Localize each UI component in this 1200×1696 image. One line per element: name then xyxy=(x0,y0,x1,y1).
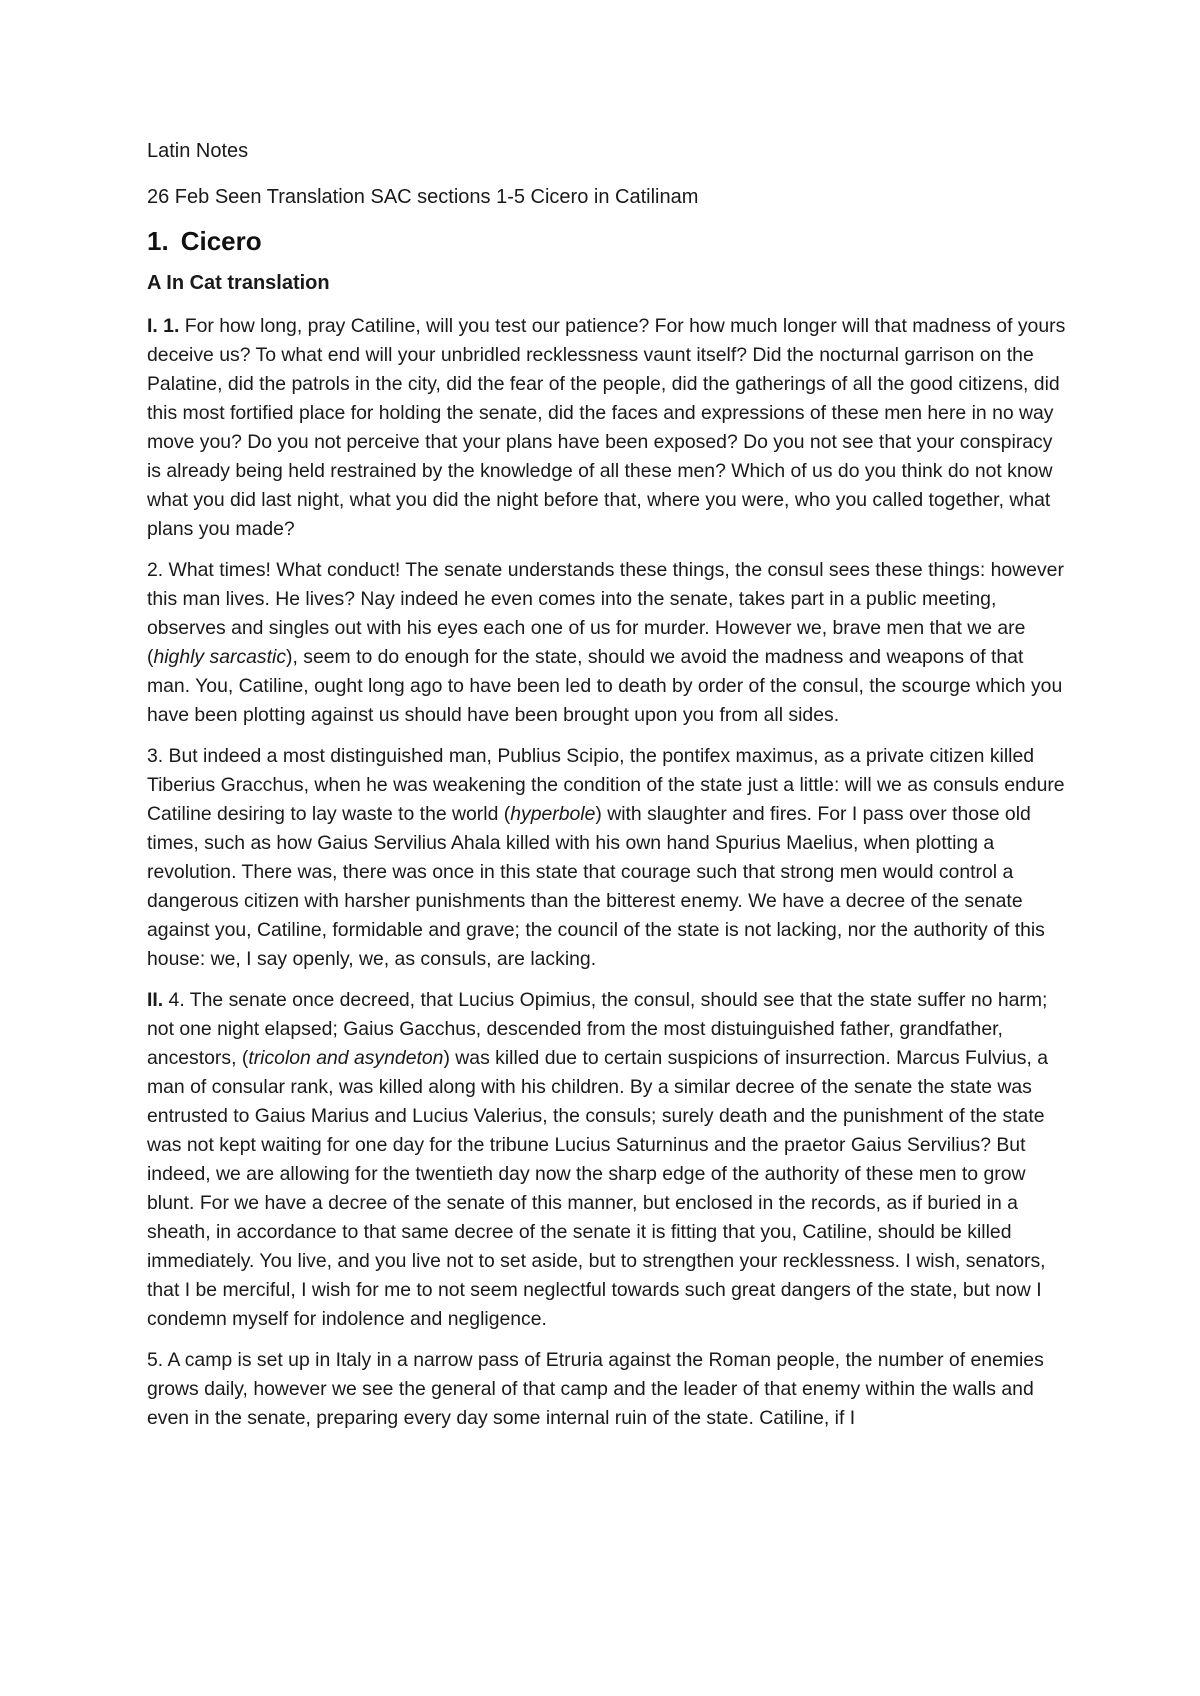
paragraph-3 xyxy=(147,742,1067,974)
paragraph-text: 4. The senate once decreed, that Lucius Opimius, the consul, should see that the state suffer no harm; not one night elapsed; Gaius Gacchus, descended from the most distuinguished father, grandfather, ancestors, ( xyxy=(147,989,1048,1069)
paragraph-4 xyxy=(147,986,1067,1334)
paragraph-text: ), seem to do enough for the state, should we avoid the madness and weapons of that man. You, Catiline, ought long ago to have been led to death by order of the consul, the scourge which you have been plotting against us should have been brought upon you from all sides. xyxy=(147,646,1063,726)
italic-annotation: tricolon and asyndeton xyxy=(248,1047,444,1069)
paragraph-text: ) with slaughter and fires. For I pass over those old times, such as how Gaius Servilius Ahala killed with his own hand Spurius Maelius, when plotting a revolution. There was, there was once in this state that courage such that strong men would control a dangerous citizen with harsher punishments than the bitterest enemy. We have a decree of the senate against you, Catiline, formidable and grave; the council of the state is not lacking, nor the authority of this house: we, I say openly, we, as consuls, are lacking. xyxy=(147,803,1045,970)
document-page xyxy=(147,138,1067,1445)
heading-number: 1. xyxy=(147,226,169,256)
paragraph-2 xyxy=(147,556,1067,730)
paragraph-text: 3. But indeed a most distinguished man, Publius Scipio, the pontifex maximus, as a private citizen killed Tiberius Gracchus, when he was weakening the condition of the state just a little: will we as consuls endure Catiline desiring to lay waste to the world ( xyxy=(147,745,1065,825)
paragraph-text: For how long, pray Catiline, will you test our patience? For how much longer will that madness of yours deceive us? To what end will your unbridled recklessness vaunt itself? Did the nocturnal garrison on the Palatine, did the patrols in the city, did the fear of the people, did the gatherings of all the good citizens, did this most fortified place for holding the senate, did the faces and expressions of these men here in no way move you? Do you not perceive that your plans have been exposed? Do you not see that your conspiracy is already being held restrained by the knowledge of all these men? Which of us do you think do not know what you did last night, what you did the night before that, where you were, who you called together, what plans you made? xyxy=(147,315,1066,540)
italic-annotation: hyperbole xyxy=(510,803,596,825)
paragraph-text: ) was killed due to certain suspicions of insurrection. Marcus Fulvius, a man of consular rank, was killed along with his children. By a similar decree of the senate the state was entrusted to Gaius Marius and Lucius Valerius, the consuls; surely death and the punishment of the state was not kept waiting for one day for the tribune Lucius Saturninus and the praetor Gaius Servilius? But indeed, we are allowing for the twentieth day now the sharp edge of the authority of these men to grow blunt. For we have a decree of the senate of this manner, but enclosed in the records, as if buried in a sheath, in accordance to that same decree of the senate it is fitting that you, Catiline, should be killed immediately. You live, and you live not to set aside, but to strengthen your recklessness. I wish, senators, that I be merciful, I wish for me to not seem neglectful towards such great dangers of the state, but now I condemn myself for indolence and negligence. xyxy=(147,1047,1049,1330)
paragraph-text: 2. What times! What conduct! The senate understands these things, the consul sees these things: however this man lives. He lives? Nay indeed he even comes into the senate, takes part in a public meeting, observes and singles out with his eyes each one of us for murder. However we, brave men that we are ( xyxy=(147,559,1064,668)
subheading-translation: A In Cat translation xyxy=(147,272,330,294)
section-marker: II. xyxy=(147,989,164,1011)
heading-cicero xyxy=(147,224,1067,258)
paragraph-5: 5. A camp is set up in Italy in a narrow pass of Etruria against the Roman people, the number of enemies grows daily, however we see the general of that camp and the leader of that enemy within the walls and even in the senate, preparing every day some internal ruin of the state. Catiline, if I xyxy=(147,1349,1044,1429)
section-marker: I. 1. xyxy=(147,315,180,337)
paragraph-1 xyxy=(147,312,1067,544)
doc-subtitle: 26 Feb Seen Translation SAC sections 1-5 Cicero in Catilinam xyxy=(147,186,699,208)
italic-annotation: highly sarcastic xyxy=(153,646,287,668)
doc-title: Latin Notes xyxy=(147,140,249,162)
heading-text: Cicero xyxy=(180,226,262,256)
